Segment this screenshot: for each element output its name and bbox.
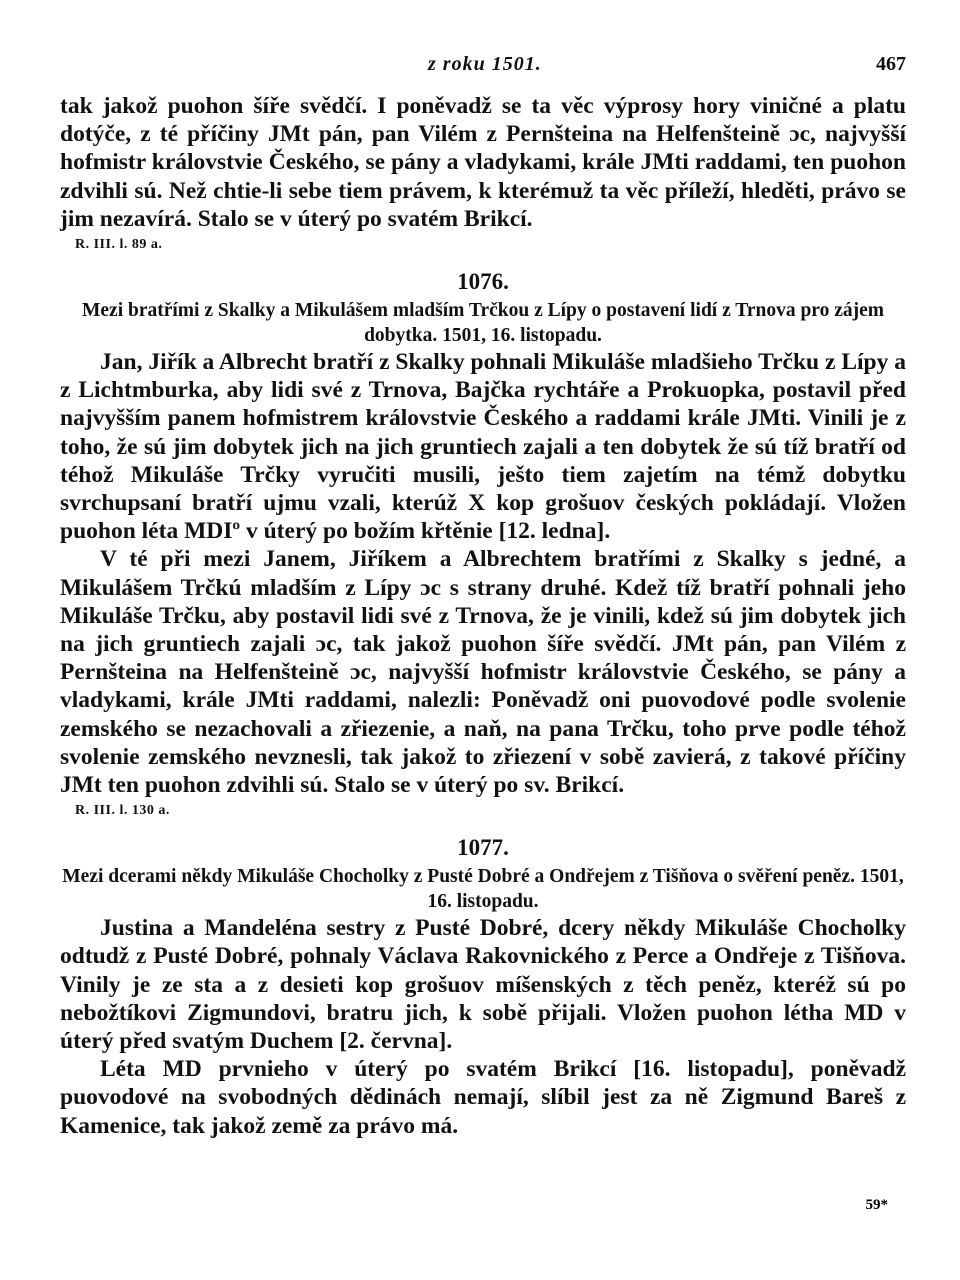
entry-heading: Mezi dcerami někdy Mikuláše Chocholky z Pusté Dobré a Ondřejem z Tišňova o svěření peněz. 1501, 16. listopadu.	[62, 866, 904, 912]
entry-heading: Mezi bratřími z Skalky a Mikulášem mladším Trčkou z Lípy o postavení lidí z Trnova pro zájem dobytka. 1501, 16. listopadu.	[81, 300, 885, 346]
entry-1077	[60, 834, 906, 1140]
signature-mark: 59*	[865, 1197, 888, 1213]
entry-number: 1076.	[457, 268, 509, 294]
page-number: 467	[876, 53, 906, 75]
source-reference: R. III. l. 89 a.	[75, 236, 163, 252]
source-reference: R. III. l. 130 a.	[75, 803, 170, 819]
entry-paragraph: Justina a Mandeléna sestry z Pusté Dobré, dcery někdy Mikuláše Chocholky odtudž z Pusté Dobré, pohnaly Václava Rakovnického z Perce a Ondřeje z Tišňova. Vinily je ze sta a z desieti kop grošuov míšenských z těch peněz, kteréž sú po nebožtíkovi Zigmundovi, bratru jich, k sobě přijali. Vložen puohon létha MD v úterý před svatým Duchem [2. června].	[60, 915, 906, 1054]
entry-paragraph: Léta MD prvnieho v úterý po svatém Brikcí [16. listopadu], poněvadž puovodové na svobodných dědinách nemají, slíbil jest za ně Zigmund Bareš z Kamenice, tak jakož země za právo má.	[60, 1056, 906, 1139]
entry-paragraph: Jan, Jiřík a Albrecht bratří z Skalky pohnali Mikuláše mladšieho Trčku z Lípy a z Lichtmburka, aby lidi své z Trnova, Bajčka rychtáře a Prokuopka, postavil před najvyšším panem hofmistrem královstvie Českého a raddami krále JMti. Vinili je z toho, že sú jim dobytek jich na jich gruntiech zajali a ten dobytek že sú tíž bratří od téhož Mikuláše Trčky vyručiti musili, ješto tiem zajetím na témž dobytku svrchupsaní bratří ujmu vzali, kterúž X kop grošuov českých pokládají. Vložen puohon léta MDIº v úterý po božím křtěnie [12. ledna].	[60, 349, 906, 545]
document-page	[60, 40, 906, 1140]
intro-paragraph: tak jakož puohon šíře svědčí. I poněvadž se ta věc výprosy hory viničné a platu dotýče, z té příčiny JMt pán, pan Vilém z Pernšteina na Helfenšteině ɔc, najvyšší hofmistr královstvie Českého, se pány a vladykami, krále JMti raddami, ten puohon zdvihli sú. Než chtie-li sebe tiem právem, k kterémuž ta věc příleží, hleděti, právo se jim nezavírá. Stalo se v úterý po svatém Brikcí.	[60, 93, 906, 232]
entry-1076	[60, 268, 906, 820]
entry-number: 1077.	[457, 834, 509, 860]
running-title: z roku 1501.	[428, 53, 542, 75]
page-header	[60, 40, 906, 75]
entry-paragraph: V té při mezi Janem, Jiříkem a Albrechtem bratřími z Skalky s jedné, a Mikulášem Trčkú mladším z Lípy ɔc s strany druhé. Kdež tíž bratří pohnali jeho Mikuláše Trčku, aby postavil lidi své z Trnova, že je vinili, kdež sú jim dobytek jich na jich gruntiech zajali ɔc, tak jakož puohon šíře svědčí. JMt pán, pan Vilém z Pernšteina na Helfenšteině ɔc, najvyšší hofmistr královstvie Českého, se pány a vladykami, krále JMti raddami, nalezli: Poněvadž oni puovodové podle svolenie zemského se nezachovali a zřiezenie, a naň, na pana Trčku, toho prve podle téhož svolenie zemského nevznesli, tak jakož to zřiezení v sobě zavierá, z takové příčiny JMt ten puohon zdvihli sú. Stalo se v úterý po sv. Brikcí.	[60, 546, 906, 798]
